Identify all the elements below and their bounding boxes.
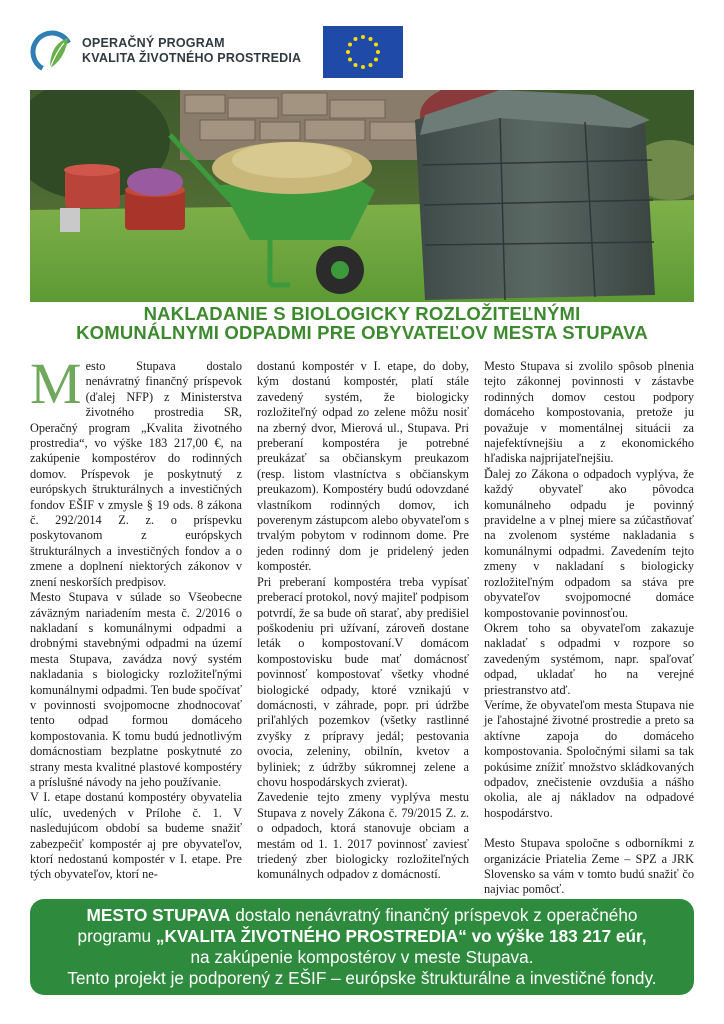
banner-line2-pre: programu — [77, 926, 156, 946]
banner-line1-text: dostalo nenávratný finančný príspevok z operačného — [230, 905, 638, 925]
program-line1: OPERAČNÝ PROGRAM — [82, 36, 225, 50]
garden-compost-photo — [30, 90, 694, 302]
banner-line4: Tento projekt je podporený z EŠIF – európske štrukturálne a investičné fondy. — [67, 968, 657, 988]
paragraph: Okrem toho sa obyvateľom zakazuje nakladať s odpadmi v rozpore so zavedeným systémom, napr. spaľovať odpad, ukladať ho na verejné priestranstvo atď. — [484, 620, 694, 697]
eu-flag-icon — [323, 26, 403, 78]
program-line2: KVALITA ŽIVOTNÉHO PROSTREDIA — [82, 51, 302, 65]
spacer — [484, 821, 694, 836]
paragraph: Mesto Stupava si zvolilo spôsob plnenia tejto zákonnej povinnosti v zástavbe rodinných domov cestou podpory domáceho kompostovania, pretože ju považuje v momentálnej situácii za najefektívnejšiu a z ekonomického hľadiska najprijateľnejšiu. — [484, 359, 694, 466]
program-name — [82, 36, 301, 66]
funding-banner — [30, 899, 694, 995]
leaf-circle-logo-icon — [30, 30, 74, 74]
paragraph — [30, 351, 242, 590]
article-title — [30, 304, 694, 342]
drop-cap: M — [30, 351, 82, 416]
paragraph: V I. etape dostanú kompostéry obyvatelia ulíc, uvedených v Prílohe č. 1. V nasledujúcom období sa budeme snažiť zabezpečiť kompostér aj pre obyvateľov, ktorí nedostanú kompostér v I. etape. Pre tých obyvateľov, ktorí ne- — [30, 790, 242, 882]
banner-town: MESTO STUPAVA — [86, 905, 231, 925]
article-column-3 — [484, 359, 694, 898]
paragraph: Pri preberaní kompostéra treba vypísať preberací protokol, nový majiteľ podpisom potvrdí, že sa bude oň starať, aby predišiel poškodeniu pri užívaní, zároveň dostane leták o kompostovaní.V domácom kompostovisku bude mať domácnosť povinnosť kompostovať všetky vhodné biologické odpady, ktoré vznikajú v domácnosti, v záhrade, popr. pri údržbe priľahlých pozemkov (všetky rastlinné zvyšky z prípravy jedál; pestovania ovocia, zeleniny, obilnín, kvetov a byliniek; z údržby súkromnej zelene a chovu hospodárskych zvierat). — [257, 574, 469, 789]
article-column-1 — [30, 351, 242, 883]
banner-line1 — [30, 905, 694, 926]
paragraph: Veríme, že obyvateľom mesta Stupava nie je ľahostajné životné prostredie a preto sa aktívne zapoja do domáceho kompostovania. Spoločnými silami sa tak pokúsime znížiť množstvo skládkovaných odpadov, znečistenie ovzdušia a nášho okolia, ale aj nákladov na odpadové hospodárstvo. — [484, 697, 694, 820]
paragraph: Zavedenie tejto zmeny vyplýva mestu Stupava z novely Zákona č. 79/2015 Z. z. o odpadoch, ktorá stanovuje obciam a mestám od 1. 1. 2017 povinnosť zaviesť triedený zber biologicky rozložiteľných komunálnych odpadov z domácností. — [257, 790, 469, 882]
paragraph: dostanú kompostér v I. etape, do doby, kým dostanú kompostér, platí stále zavedený systém, že biologicky rozložiteľný odpad zo zelene môžu nosiť na zberný dvor, Mierová ul., Stupava. Pri preberaní kompostéra je potrebné preukázať sa občianskym preukazom (resp. listom vlastníctva s občianskym preukazom). Kompostéry budú odovzdané vlastníkom rodinných domov, ich poverenym zástupcom alebo obyvateľom s trvalým pobytom v rodinnom dome. Pre jeden rodinný dom je pridelený jeden kompostér. — [257, 359, 469, 574]
paragraph: Mesto Stupava spoločne s odborníkmi z organizácie Priatelia Zeme – SPZ a JRK Slovensko sa vám v tomto budú snažiť čo najviac pomôcť. — [484, 836, 694, 897]
banner-line3: na zakúpenie kompostérov v meste Stupava. — [190, 947, 534, 967]
header — [30, 26, 694, 84]
title-line1: NAKLADANIE S BIOLOGICKY ROZLOŽITEĽNÝMI — [143, 303, 581, 324]
paragraph: Ďalej zo Zákona o odpadoch vyplýva, že každý obyvateľ ako pôvodca komunálneho odpadu je povinný pravidelne a v plnej miere sa zúčastňovať na zvolenom systéme nakladania s komunálnymi odpadmi. Zavedením tejto zmeny v nakladaní s biologicky rozložiteľným odpadom sa stáva pre obyvateľov svojpomocné domáce kompostovanie povinnosťou. — [484, 466, 694, 620]
banner-line2 — [30, 926, 694, 947]
paragraph-text: esto Stupava dostalo nenávratný finančný príspevok (ďalej NFP) z Ministerstva životného prostredia SR, Operačný program „Kvalita životného prostredia“, vo výške 183 217,00 €, na zakúpenie kompostérov do rodinných domov. Príspevok je poskytnutý z európskych štrukturálnych a investičných fondov EŠIF v zmysle § 19 ods. 8 zákona č. 292/2014 Z. z. o príspevku poskytovanom z európskych štrukturálnych a investičných fondov a o zmene a doplnení niektorých zákonov v znení neskorších predpisov. — [30, 359, 242, 589]
article-column-2 — [257, 359, 469, 883]
banner-program: „KVALITA ŽIVOTNÉHO PROSTREDIA“ vo výške 183 217 eúr, — [155, 926, 647, 946]
paragraph: Mesto Stupava v súlade so Všeobecne záväzným nariadením mesta č. 2/2016 o nakladaní s komunálnymi odpadmi a drobnými stavebnými odpadmi na území mesta Stupava, zavádza nový systém nakladania s biologicky rozložiteľnými komunálnymi odpadmi. Ten bude spočívať v povinnosti svojpomocne zhodnocovať tento odpad formou domáceho kompostovania. K tomu budú jednotlivým domácnostiam bezplatne poskytnuté zo strany mesta kvalitné plastové kompostéry a príslušné návody na jeho používanie. — [30, 590, 242, 789]
title-line2: KOMUNÁLNYMI ODPADMI PRE OBYVATEĽOV MESTA STUPAVA — [76, 322, 648, 343]
